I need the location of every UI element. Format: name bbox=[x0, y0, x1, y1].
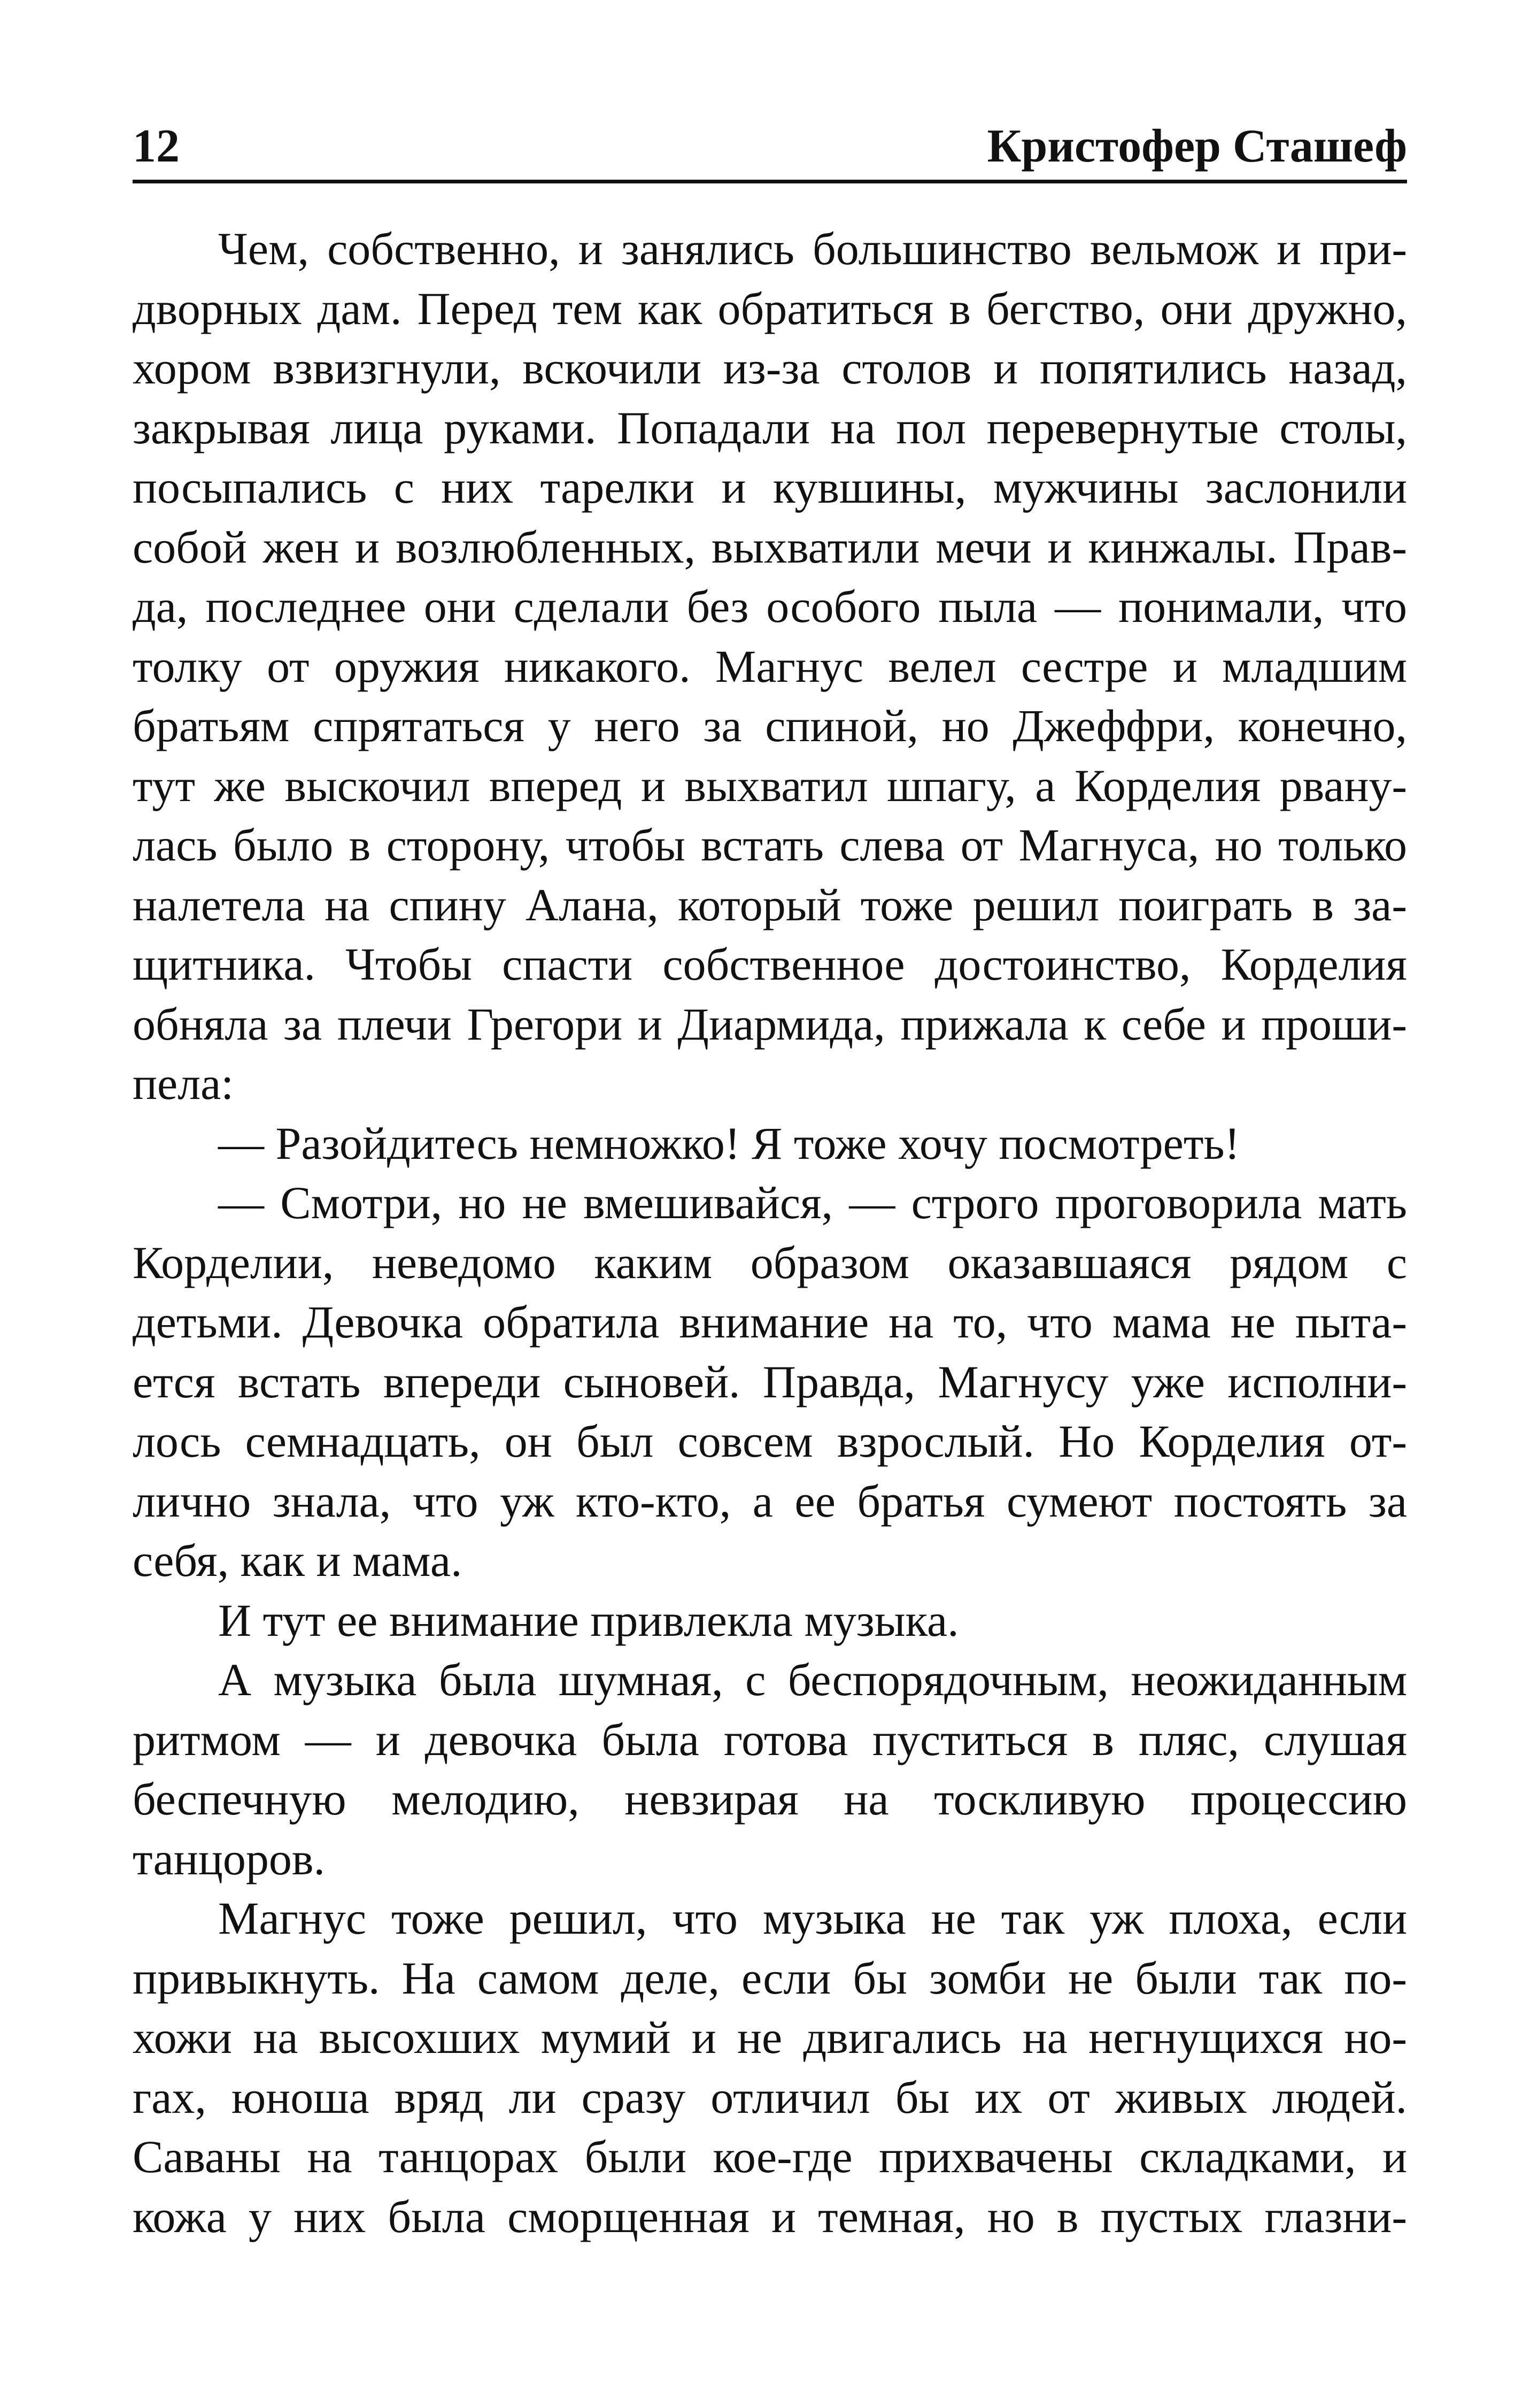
text-line: кожа у них была сморщенная и темная, но в пустых глазни- bbox=[133, 2190, 1407, 2242]
text-line: тут же выскочил вперед и выхватил шпагу, а Корделия рвану- bbox=[133, 759, 1407, 811]
text-line: дворных дам. Перед тем как обратиться в бегство, они дружно, bbox=[133, 282, 1407, 334]
text-line: братьям спрятаться у него за спиной, но Джеффри, конечно, bbox=[133, 700, 1407, 751]
text-line: Магнус тоже решил, что музыка не так уж плоха, если bbox=[218, 1892, 1407, 1944]
header-rule bbox=[133, 180, 1407, 183]
text-line: налетела на спину Алана, который тоже решил поиграть в за- bbox=[133, 879, 1407, 930]
text-line: собой жен и возлюбленных, выхватили мечи и кинжалы. Прав- bbox=[133, 521, 1407, 573]
text-line: беспечную мелодию, невзирая на тоскливую процессию bbox=[133, 1773, 1407, 1825]
body-text bbox=[133, 219, 1407, 2247]
text-line: Корделии, неведомо каким образом оказавшаяся рядом с bbox=[133, 1236, 1407, 1288]
text-line: посыпались с них тарелки и кувшины, мужчины заслонили bbox=[133, 461, 1407, 513]
text-line: детьми. Девочка обратила внимание на то, что мама не пыта- bbox=[133, 1296, 1407, 1348]
text-line: ется встать впереди сыновей. Правда, Магнусу уже исполни- bbox=[133, 1356, 1407, 1407]
text-line: толку от оружия никакого. Магнус велел сестре и младшим bbox=[133, 640, 1407, 692]
text-line: — Смотри, но не вмешивайся, — строго проговорила мать bbox=[218, 1177, 1407, 1228]
text-line: себя, как и мама. bbox=[133, 1535, 462, 1586]
running-header bbox=[133, 111, 1407, 182]
text-line: пела: bbox=[133, 1058, 234, 1109]
text-line: щитника. Чтобы спасти собственное достоинство, Корделия bbox=[133, 938, 1407, 990]
text-line: хором взвизгнули, вскочили из-за столов и попятились назад, bbox=[133, 342, 1407, 394]
text-line: да, последнее они сделали без особого пыла — понимали, что bbox=[133, 581, 1407, 632]
text-line: лось семнадцать, он был совсем взрослый. Но Корделия от- bbox=[133, 1415, 1407, 1467]
text-line: закрывая лица руками. Попадали на пол перевернутые столы, bbox=[133, 402, 1407, 453]
text-line: хожи на высохших мумий и не двигались на негнущихся но- bbox=[133, 2012, 1407, 2063]
running-title: Кристофер Сташеф bbox=[987, 120, 1407, 172]
text-line: танцоров. bbox=[133, 1833, 325, 1884]
text-line: А музыка была шумная, с беспорядочным, неожиданным bbox=[218, 1654, 1407, 1705]
text-line: ритмом — и девочка была готова пуститься в пляс, слушая bbox=[133, 1713, 1407, 1765]
text-line: Чем, собственно, и занялись большинство вельмож и при- bbox=[218, 223, 1407, 274]
text-line: обняла за плечи Грегори и Диармида, прижала к себе и проши- bbox=[133, 998, 1407, 1050]
text-line: привыкнуть. На самом деле, если бы зомби не были так по- bbox=[133, 1952, 1407, 2004]
text-line: лично знала, что уж кто-кто, а ее братья сумеют постоять за bbox=[133, 1475, 1407, 1527]
text-line: Саваны на танцорах были кое-где прихвачены складками, и bbox=[133, 2131, 1407, 2182]
text-line: — Разойдитесь немножко! Я тоже хочу посмотреть! bbox=[218, 1117, 1240, 1169]
text-line: И тут ее внимание привлекла музыка. bbox=[218, 1594, 959, 1646]
page-number: 12 bbox=[133, 120, 180, 172]
text-line: лась было в сторону, чтобы встать слева от Магнуса, но только bbox=[133, 819, 1407, 871]
text-line: гах, юноша вряд ли сразу отличил бы их от живых людей. bbox=[133, 2071, 1407, 2123]
